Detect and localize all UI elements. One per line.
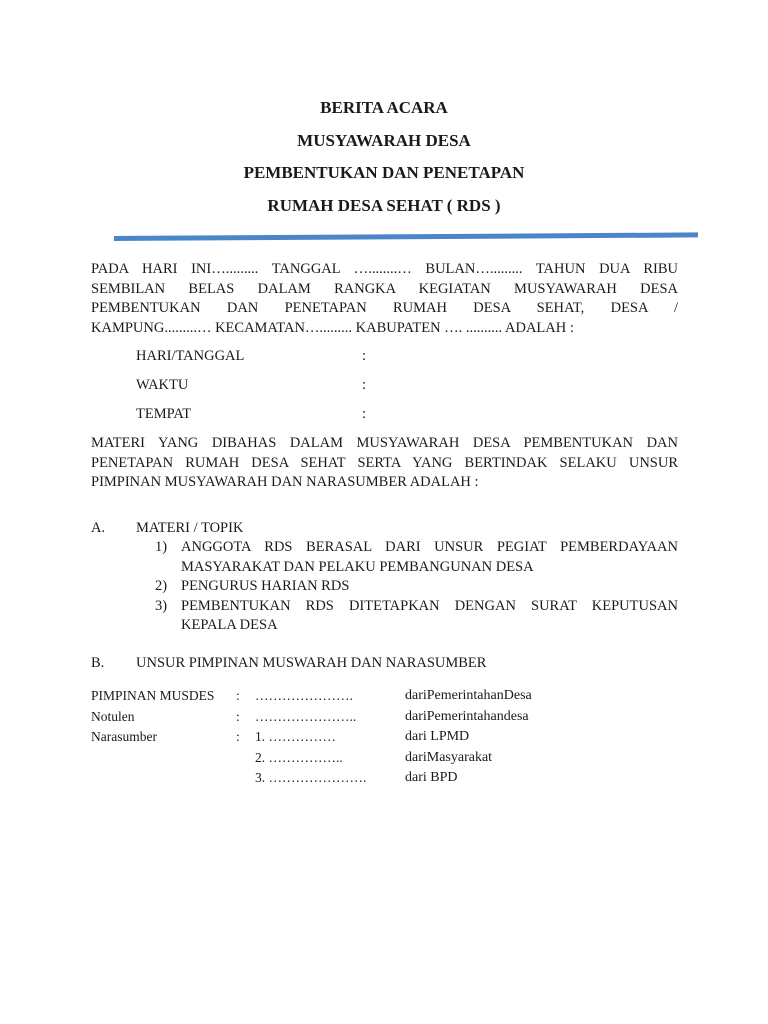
title-line-3: PEMBENTUKAN DAN PENETAPAN xyxy=(243,163,525,182)
table-row xyxy=(91,748,691,769)
list-item-number: 1) xyxy=(155,539,168,555)
unsur-blank: 1. …………… xyxy=(255,729,336,744)
unsur-blank: …………………. xyxy=(255,688,353,703)
list-item-line: KEPALA DESA xyxy=(181,617,278,633)
list-item xyxy=(155,597,678,636)
list-item xyxy=(155,577,678,597)
field-colon: : xyxy=(362,377,367,393)
section-a-heading: MATERI / TOPIK xyxy=(136,520,244,536)
materi-list xyxy=(155,538,678,636)
field-colon: : xyxy=(362,348,367,364)
table-row xyxy=(91,686,691,707)
unsur-blank: ………………….. xyxy=(255,708,357,724)
list-item-line: PEMBENTUKAN RDS DITETAPKAN DENGAN SURAT KEPUTUSAN xyxy=(181,597,678,614)
field-label: WAKTU xyxy=(136,377,189,393)
unsur-blank: 2. …………….. xyxy=(255,749,343,765)
materi-intro-paragraph xyxy=(91,434,678,493)
list-item-number: 2) xyxy=(155,578,168,594)
materi-line-3: PIMPINAN MUSYAWARAH DAN NARASUMBER ADALAH : xyxy=(91,474,479,490)
unsur-table xyxy=(91,686,691,789)
title-line-1: BERITA ACARA xyxy=(320,98,448,117)
materi-line-1: MATERI YANG DIBAHAS DALAM MUSYAWARAH DESA PEMBENTUKAN DAN xyxy=(91,435,678,451)
unsur-source: dari BPD xyxy=(405,770,458,785)
unsur-colon: : xyxy=(236,729,240,744)
unsur-source: dariPemerintahanDesa xyxy=(405,688,532,703)
table-row xyxy=(91,768,691,789)
intro-line-1: PADA HARI INI…......... TANGGAL …........… BULAN…......... TAHUN DUA RIBU xyxy=(91,261,678,277)
title-line-4: RUMAH DESA SEHAT ( RDS ) xyxy=(267,195,501,215)
intro-line-3: PEMBENTUKAN DAN PENETAPAN RUMAH DESA SEHAT, DESA / xyxy=(91,300,678,316)
field-label: TEMPAT xyxy=(136,406,192,422)
unsur-colon: : xyxy=(236,708,240,724)
intro-paragraph xyxy=(91,260,678,338)
unsur-blank: 3. …………………. xyxy=(255,770,367,785)
table-row xyxy=(91,707,691,728)
field-label: HARI/TANGGAL xyxy=(136,348,245,364)
list-item-line: MASYARAKAT DAN PELAKU PEMBANGUNAN DESA xyxy=(181,558,534,575)
materi-line-2: PENETAPAN RUMAH DESA SEHAT SERTA YANG BERTINDAK SELAKU UNSUR xyxy=(91,454,678,471)
title-divider xyxy=(114,232,698,241)
list-item xyxy=(155,538,678,577)
unsur-colon: : xyxy=(236,688,240,703)
title-line-2: MUSYAWARAH DESA xyxy=(297,130,471,150)
intro-line-4: KAMPUNG.........… KECAMATAN…......... KABUPATEN …. .......... ADALAH : xyxy=(91,319,574,336)
intro-line-2: SEMBILAN BELAS DALAM RANGKA KEGIATAN MUSYAWARAH DESA xyxy=(91,280,678,297)
section-a-letter: A. xyxy=(91,520,106,536)
section-b-heading: UNSUR PIMPINAN MUSWARAH DAN NARASUMBER xyxy=(136,655,487,671)
list-item-line: PENGURUS HARIAN RDS xyxy=(181,578,350,594)
document-title xyxy=(0,92,768,222)
unsur-label: Notulen xyxy=(91,708,135,724)
table-row xyxy=(91,727,691,748)
unsur-source: dariMasyarakat xyxy=(405,749,493,765)
unsur-source: dariPemerintahandesa xyxy=(405,708,529,724)
unsur-label: Narasumber xyxy=(91,729,157,744)
section-b-letter: B. xyxy=(91,655,105,671)
list-item-line: ANGGOTA RDS BERASAL DARI UNSUR PEGIAT PEMBERDAYAAN xyxy=(181,539,678,555)
list-item-number: 3) xyxy=(155,597,168,614)
unsur-label: PIMPINAN MUSDES xyxy=(91,688,215,703)
field-colon: : xyxy=(362,406,367,422)
unsur-source: dari LPMD xyxy=(405,729,470,744)
